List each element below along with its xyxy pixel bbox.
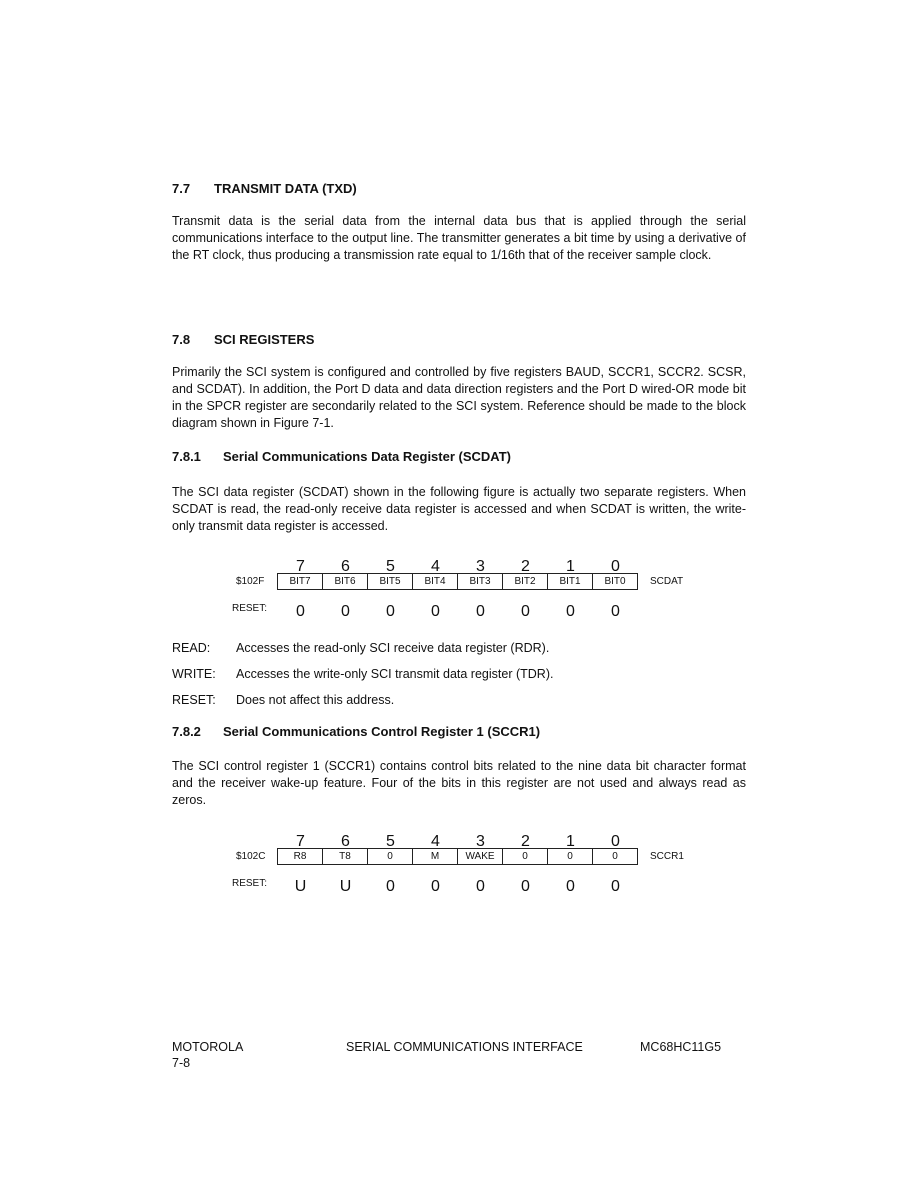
reset-value: 0 xyxy=(566,878,575,895)
reset-value: 0 xyxy=(476,878,485,895)
reset-label: RESET: xyxy=(232,603,268,614)
access-key: RESET: xyxy=(172,693,216,707)
section-number: 7.8.2 xyxy=(172,724,201,739)
reset-value: U xyxy=(294,878,307,895)
bit-cell: T8 xyxy=(323,849,368,864)
access-value: Does not affect this address. xyxy=(236,693,395,707)
bit-cell: 0 xyxy=(612,851,618,862)
paragraph-scdat: The SCI data register (SCDAT) shown in the following figure is actually two separate registers. When SCDAT is read, the read-only receive data register is accessed and when SCDAT is written, the write-only transmit data register is accessed. xyxy=(172,485,746,533)
bit-number: 6 xyxy=(341,833,350,850)
footer-brand: MOTOROLA xyxy=(172,1040,244,1054)
reset-value: 0 xyxy=(611,603,620,620)
reset-value-row xyxy=(278,603,638,621)
reset-value: U xyxy=(339,878,352,895)
section-number: 7.7 xyxy=(172,181,191,196)
section-heading-7-7 xyxy=(172,181,357,196)
access-key: READ: xyxy=(172,641,211,655)
reset-value: 0 xyxy=(611,878,620,895)
reset-label: RESET: xyxy=(232,878,268,889)
register-name: SCCR1 xyxy=(650,851,684,862)
bit-cell: 0 xyxy=(368,849,413,864)
register-address: $102F xyxy=(236,576,265,587)
bit-cell: BIT4 xyxy=(413,574,458,589)
footer-page-number: 7-8 xyxy=(172,1056,191,1070)
access-row-reset xyxy=(172,693,394,707)
section-heading-7-8-1 xyxy=(172,449,511,464)
bit-cell: BIT5 xyxy=(368,574,413,589)
section-heading-7-8-2 xyxy=(172,724,540,739)
bit-number: 3 xyxy=(476,558,485,575)
bit-number: 1 xyxy=(566,833,575,850)
bit-number: 0 xyxy=(611,833,620,850)
section-title: Serial Communications Control Register 1 (SCCR1) xyxy=(223,724,541,739)
bit-cell: WAKE xyxy=(458,849,503,864)
access-value: Accesses the read-only SCI receive data register (RDR). xyxy=(236,641,550,655)
bit-number: 0 xyxy=(611,558,620,575)
bit-number: 6 xyxy=(341,558,350,575)
register-bit-cells xyxy=(277,848,638,865)
section-title: SCI REGISTERS xyxy=(214,332,315,347)
footer-part-number: MC68HC11G5 xyxy=(640,1040,722,1054)
bit-cell: BIT1 xyxy=(548,574,593,589)
bit-cell: BIT7 xyxy=(278,574,323,589)
reset-value: 0 xyxy=(296,603,305,620)
bit-number: 2 xyxy=(521,833,530,850)
paragraph-sccr1: The SCI control register 1 (SCCR1) contains control bits related to the nine data bit character format and the receiver wake-up feature. Four of the bits in this register are not used and always read as zeros. xyxy=(172,759,746,807)
section-heading-7-8 xyxy=(172,332,314,347)
bit-cell: BIT3 xyxy=(458,574,503,589)
register-name: SCDAT xyxy=(650,576,684,587)
section-title: TRANSMIT DATA (TXD) xyxy=(214,181,357,196)
paragraph-sci-registers: Primarily the SCI system is configured and controlled by five registers BAUD, SCCR1, SCCR2. SCSR, and SCDAT). In addition, the Port D data and data direction registers and the Port D wired-OR mode bit in the SPCR register are secondarily related to the SCI system. Reference should be made to the block diagram shown in Figure 7-1. xyxy=(172,365,746,430)
access-key: WRITE: xyxy=(172,667,216,681)
bit-cell: BIT6 xyxy=(323,574,368,589)
register-address: $102C xyxy=(236,851,266,862)
section-number: 7.8.1 xyxy=(172,449,201,464)
bit-number: 7 xyxy=(296,558,305,575)
bit-cell: 0 xyxy=(503,849,548,864)
access-value: Accesses the write-only SCI transmit data register (TDR). xyxy=(236,667,554,681)
reset-value: 0 xyxy=(341,603,350,620)
bit-cell: M xyxy=(413,849,458,864)
bit-number: 7 xyxy=(296,833,305,850)
footer-chapter-title: SERIAL COMMUNICATIONS INTERFACE xyxy=(346,1040,583,1054)
bit-number: 3 xyxy=(476,833,485,850)
reset-value: 0 xyxy=(431,878,440,895)
access-row-read xyxy=(172,641,549,655)
reset-value-row xyxy=(278,878,638,896)
reset-value: 0 xyxy=(521,603,530,620)
reset-value: 0 xyxy=(521,878,530,895)
section-title: Serial Communications Data Register (SCDAT) xyxy=(223,449,511,464)
reset-value: 0 xyxy=(476,603,485,620)
bit-number: 5 xyxy=(386,833,395,850)
bit-cell: 0 xyxy=(548,849,593,864)
register-bit-cells xyxy=(277,573,638,590)
bit-number: 4 xyxy=(431,558,440,575)
reset-value: 0 xyxy=(386,878,395,895)
reset-value: 0 xyxy=(431,603,440,620)
reset-value: 0 xyxy=(386,603,395,620)
bit-cell: BIT2 xyxy=(503,574,548,589)
reset-value: 0 xyxy=(566,603,575,620)
section-number: 7.8 xyxy=(172,332,191,347)
paragraph-transmit-data: Transmit data is the serial data from the internal data bus that is applied through the serial communications interface to the output line. The transmitter generates a bit time by using a derivative of the RT clock, thus producing a transmission rate equal to 1/16th that of the receiver sample clock. xyxy=(172,214,746,262)
bit-cell: BIT0 xyxy=(604,576,626,587)
bit-number: 2 xyxy=(521,558,530,575)
bit-cell: R8 xyxy=(278,849,323,864)
bit-number: 5 xyxy=(386,558,395,575)
access-row-write xyxy=(172,667,553,681)
bit-number: 4 xyxy=(431,833,440,850)
bit-number: 1 xyxy=(566,558,575,575)
